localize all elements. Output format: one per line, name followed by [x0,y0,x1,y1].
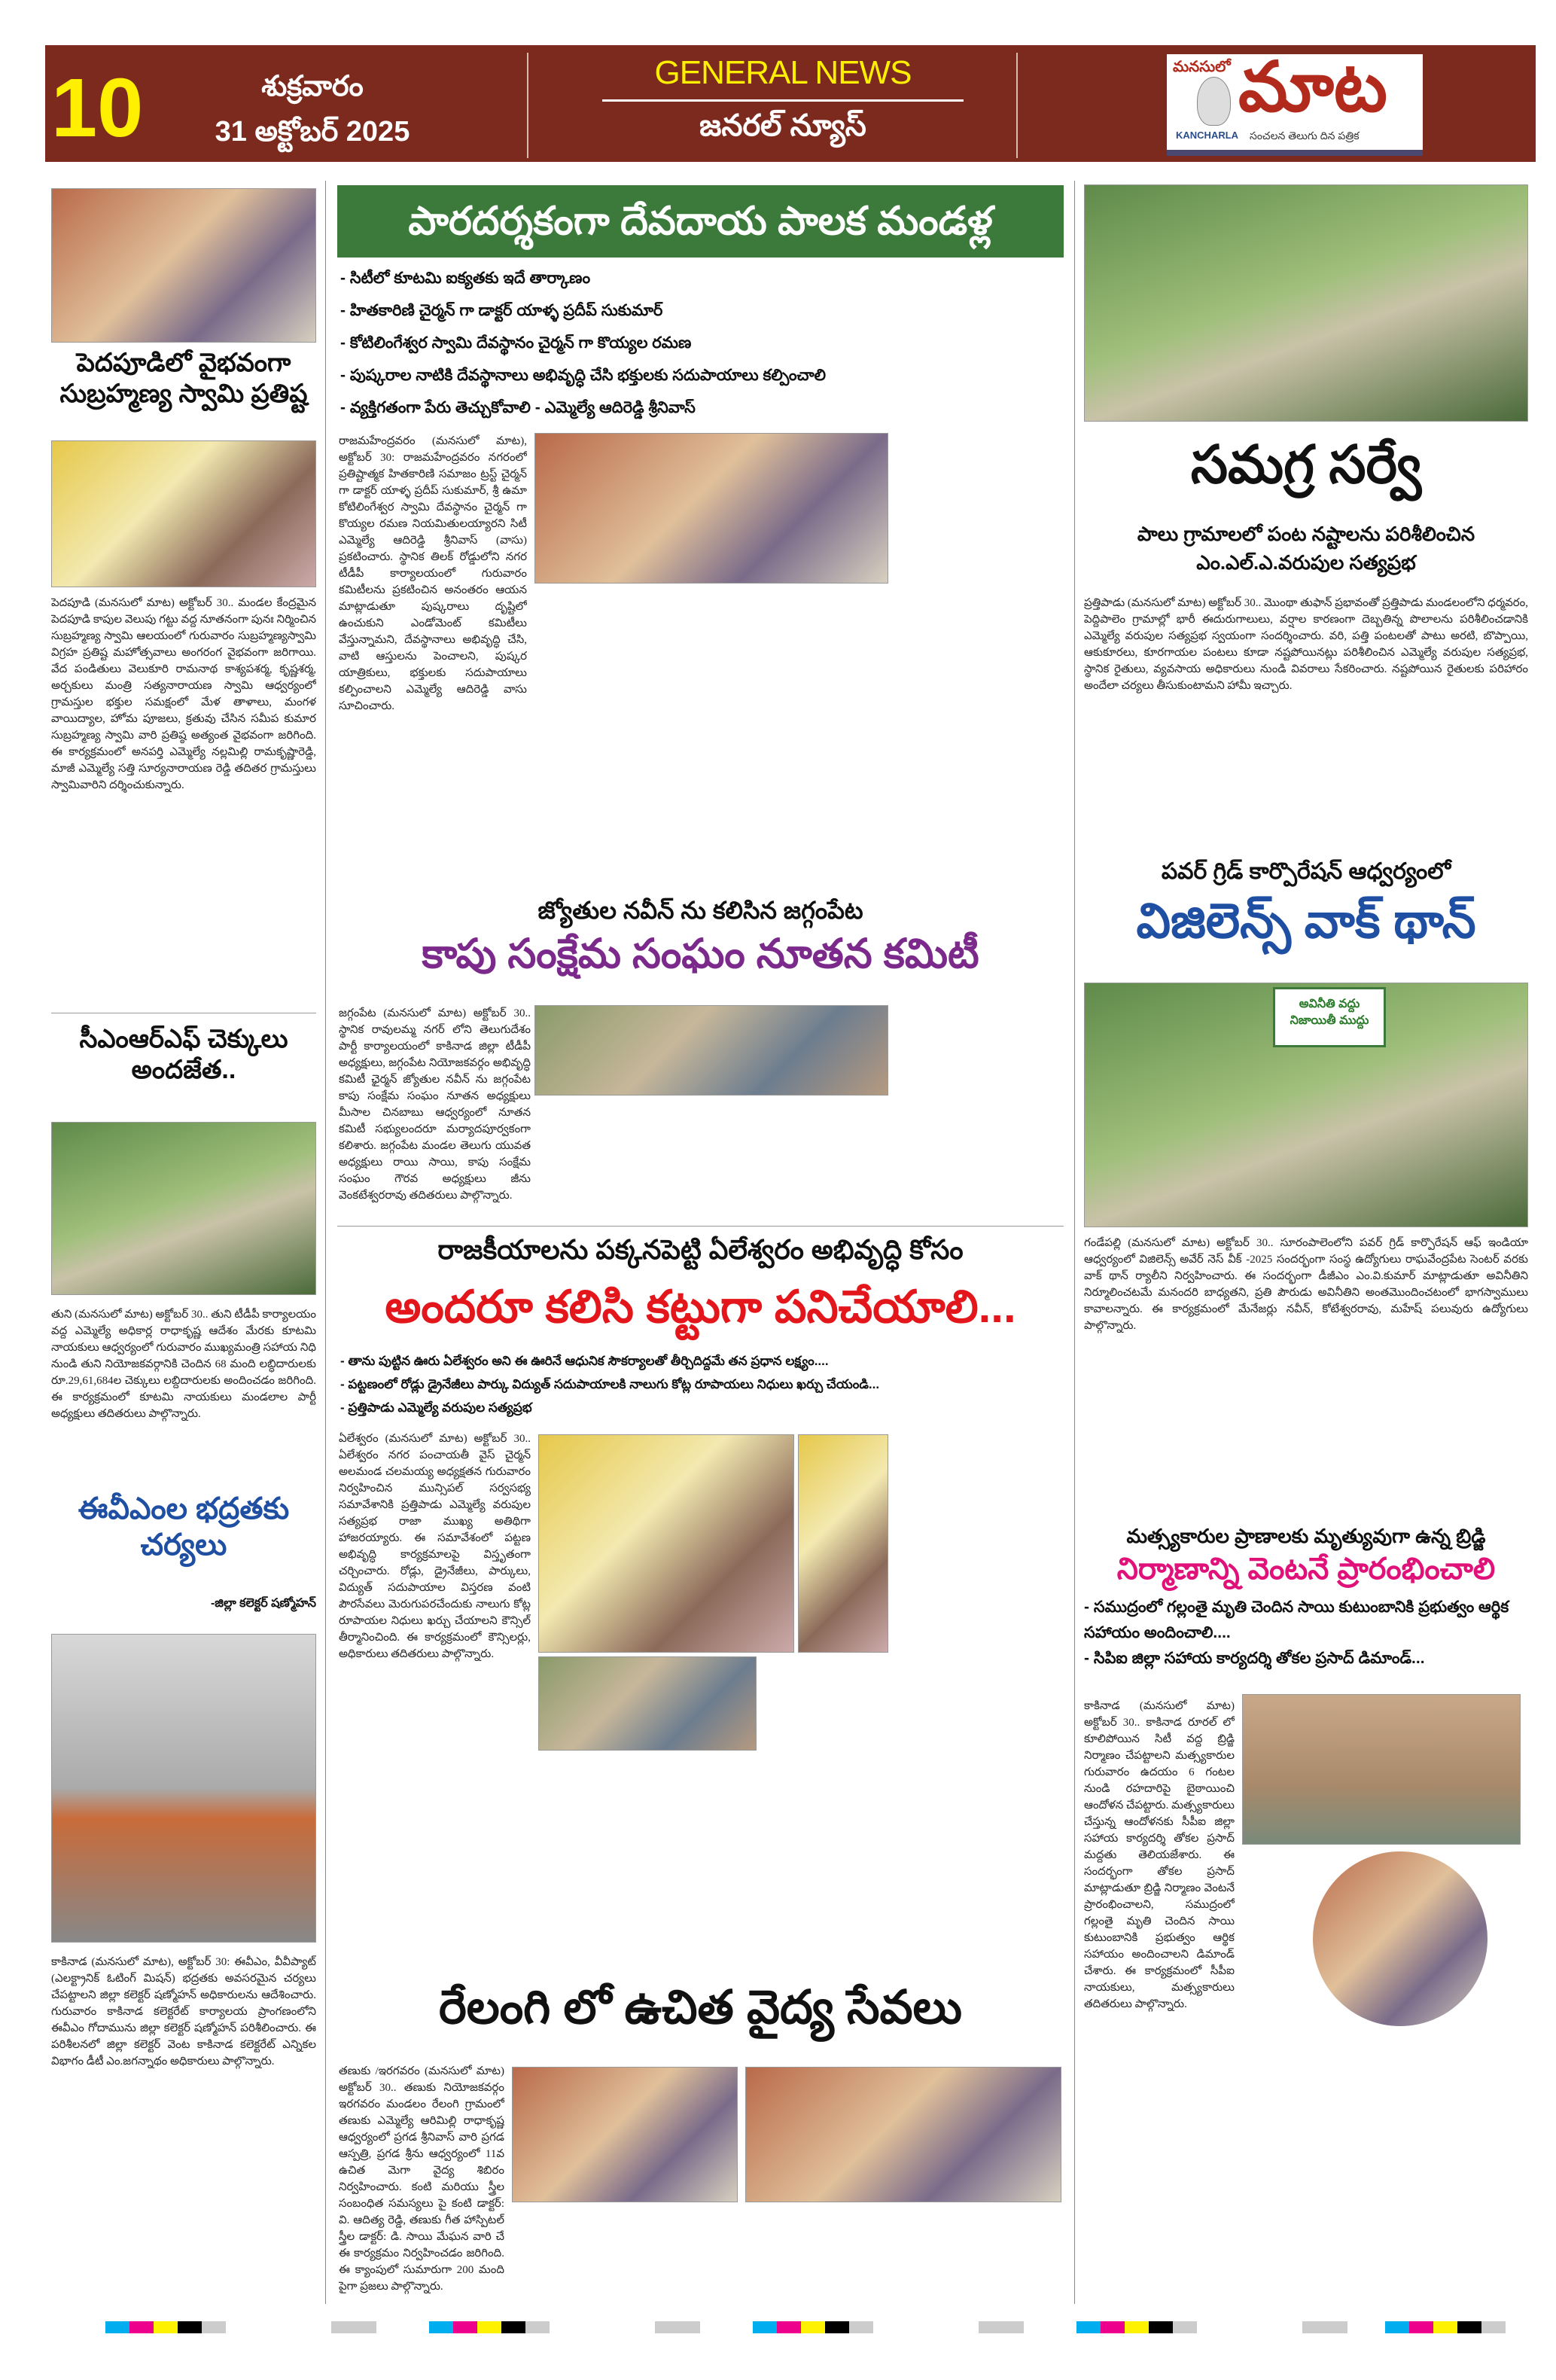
article-body: ఏలేశ్వరం (మనసులో మాట) అక్టోబర్ 30.. ఏలేశ్వరం నగర పంచాయతీ వైస్ చైర్మన్ అలమండ చలమయ్య అధ్యక్షతన గురువారం నిర్వహించిన మున్సిపల్ సర్వసభ్య సమావేశానికి ప్రత్తిపాడు ఎమ్మెల్యే వరుపుల సత్యప్రభ రాజా ముఖ్య అతిథిగా హాజరయ్యారు. ఈ సమావేశంలో పట్టణ అభివృద్ధి కార్యక్రమాలపై విస్తృతంగా చర్చించారు. రోడ్లు, డ్రైనేజీలు, పార్కులు, విద్యుత్ సదుపాయాల విస్తరణ వంటి పౌరసేవలు మెరుగుపరచేందుకు నాలుగు కోట్ల రూపాయల నిధులు ఖర్చు చేయాలని కౌన్సిల్ తీర్మానించింది. ఈ కార్యక్రమంలో కౌన్సిలర్లు, అధికారులు తదితరులు పాల్గొన్నారు. [339,1433,531,1660]
crop-inspection-photo [1084,184,1528,422]
felicitation-photo [538,1656,757,1751]
column-divider [325,181,326,2304]
article-body: కాకినాడ (మనసులో మాట), అక్టోబర్ 30: ఈవీఎం, వీవీప్యాట్ (ఎలక్ట్రానిక్ ఓటింగ్ మిషన్) భద్రతకు అవసరమైన చర్యలు చేపట్టాలని జిల్లా కలెక్టర్ షణ్మోహన్ అధికారులను ఆదేశించారు. గురువారం కాకినాడ కలెక్టరేట్ కార్యాలయ ప్రాంగణంలోని ఈవీఎం గోదామును జిల్లా కలెక్టర్ షణ్మోహన్ పరిశీలించారు. ఈ పరిశీలనలో జిల్లా కలెక్టర్ వెంట కాకినాడ కలెక్టరేట్ ఎన్నికల విభాగం డీటీ ఎం.జగన్నాథం అధికారులు పాల్గొన్నారు. [51,1956,316,2068]
walkathon-photo [1084,983,1528,1227]
article-body: తుని (మనసులో మాట) అక్టోబర్ 30.. తుని టీడీపీ కార్యాలయం వద్ద ఎమ్మెల్యే అధికార్ల రాధాకృష్ణ ఆదేశం మేరకు కూటమి నాయకులు ఆధ్వర్యంలో గురువారం ముఖ్యమంత్రి సహాయ నిధి నుండి తుని నియోజకవర్గానికి చెందిన 68 మంది లబ్ధిదారులకు రూ.29,61,684ల చెక్కులు లబ్దిదారులకు అందించడం జరిగింది. ఈ కార్యక్రమంలో కూటమి నాయకులు మండలాల పార్టీ అధ్యక్షులు తదితరులు పాల్గొన్నారు. [51,1309,316,1420]
headline-bridge: నిర్మాణాన్ని వెంటనే ప్రారంభించాలి [1116,1553,1496,1586]
portrait-icon [1197,77,1231,126]
article-body: గండేపల్లి (మనసులో మాట) అక్టోబర్ 30.. సూరంపాలెంలోని పవర్ గ్రిడ్ కార్పొరేషన్ ఆఫ్ ఇండియా ఆధ్వర్యంలో విజిలెన్స్ అవేర్ నెస్ వీక్ -2025 సందర్భంగా సంస్థ ఉద్యోగులు రాఘవేంద్రపేట సెంటర్ వరకు వాక్ థాన్ ర్యాలీని నిర్వహించారు. ఈ సందర్భంగా డీజీఎం ఎం.వి.కుమార్ మాట్లాడుతూ అవినీతిని నిర్మూలించటమే మనందరి బాధ్యతని, ప్రతి పౌరుడు అవినీతిని అంతమొందించటంలో భాగస్వాములు కావాలన్నారు. ఈ కార్యక్రమంలో మేనేజర్లు నవీన్, కోటేశ్వరరావు, మహేష్ పలువురు ఉద్యోగులు పాల్గొన్నారు. [1084,1237,1528,1332]
headline-temple-committees: పారదర్శకంగా దేవదాయ పాలక మండళ్ల కమిటీలు [337,185,1064,258]
municipal-meeting-photo [798,1434,888,1653]
bullet-item: - పట్టణంలో రోడ్లు డ్రైనేజీలు పార్కు విద్యుత్ సదుపాయాలకి నాలుగు కోట్ల రూపాయలు నిధులు ఖర్చు చేయండి... [340,1377,880,1391]
bullet-item: - సిపిఐ జిల్లా సహాయ కార్యదర్శి తోకల ప్రసాద్ డిమాండ్... [1084,1650,1425,1667]
medical-camp-photo [745,2067,1061,2202]
headline-free-medical: రేలంగి లో ఉచిత వైద్య సేవలు [438,1982,963,2034]
column-divider [1074,181,1075,2304]
headline-pedapudi: పెదపూడిలో వైభవంగా సుబ్రహ్మణ్య స్వామి ప్రతిష్ట [59,349,308,408]
article-body: ప్రత్తిపాడు (మనసులో మాట) అక్టోబర్ 30.. మొంథా తుఫాన్ ప్రభావంతో ప్రత్తిపాడు మండలంలోని ధర్మవరం, పెద్దిపాలెం గ్రామాల్లో భారీ ఈదురుగాలులు, వర్షాల కారణంగా దెబ్బతిన్న పొలాలను పరిశీలించడానికి ఎమ్మెల్యే వరుపుల సత్యప్రభ స్వయంగా సందర్శించారు. వరి, పత్తి పంటలతో పాటు అరటి, బొప్పాయి, ఆకుకూరలు, కూరగాయల పంటలు కూడా నష్టపోయినట్లు పరిశీలించిన ఎమ్మెల్యే వరుపుల సత్యప్రభ, స్థానిక రైతులు, వ్యవసాయ అధికారులు నుండి వివరాలు సేకరించారు. నష్టపోయిన రైతులకు పరిహారం అందేలా చర్యలు తీసుకుంటామని హామీ ఇచ్చారు. [1084,597,1528,692]
evm-godown-photo [51,1634,316,1943]
logo-brand: KANCHARLA [1176,130,1239,141]
bullet-item: - హితకారిణి చైర్మన్ గా డాక్టర్ యాళ్ళ ప్రదీప్ సుకుమార్ [340,302,663,319]
article-body: జగ్గంపేట (మనసులో మాట) అక్టోబర్ 30.. స్థానిక రావులమ్మ నగర్ లోని తెలుగుదేశం పార్టీ కార్యాలయంలో కాకినాడ జిల్లా టీడీపీ అధ్యక్షులు, జగ్గంపేట నియోజకవర్గం అభివృద్ధి కమిటీ ఛైర్మన్ జ్యోతుల నవీన్ ను జగ్గంపేట కాపు సంక్షేమ సంఘం నూతన అధ్యక్షులు మీసాల చినబాబు ఆధ్వర్యంలో నూతన కమిటీ సభ్యులందరూ మర్యాదపూర్వకంగా కలిశారు. జగ్గంపేట మండల తెలుగు యువత అధ్యక్షులు రాయి సాయి, కాపు సంక్షేమ సంఘం గౌరవ అధ్యక్షులు జీను వెంకటేశ్వరరావు తదితరులు పాల్గొన్నారు. [339,1007,531,1202]
bullet-item: - పుష్కరాల నాటికి దేవస్థానాలు అభివృద్ధి చేసి భక్తులకు సదుపాయాలు కల్పించాలి [340,367,827,384]
bullet-item: - తాను పుట్టిన ఊరు ఏలేశ్వరం అని ఈ ఊరినే ఆధునిక సౌకర్యాలతో తీర్చిదిద్దమే తన ప్రధాన లక్ష్యం.... [340,1354,829,1368]
subhead-survey: పాలు గ్రామాలలో పంట నష్టాలను పరిశీలించిన ఎం.ఎల్.ఎ.వరుపుల సత్యప్రభ [1137,523,1475,574]
bullet-list [340,1349,1063,1419]
bullet-item: - ప్రత్తిపాడు ఎమ్మెల్యే వరుపుల సత్యప్రభ [340,1400,532,1415]
logo-tagline: సంచలన తెలుగు దిన పత్రిక [1250,130,1360,142]
logo-tagline-top: మనసులో [1173,59,1231,75]
kicker-kapu: జ్యోతుల నవీన్ ను కలిసిన జగ్గంపేట [537,897,863,924]
issue-date [203,64,422,154]
kapu-meeting-photo [534,1005,888,1096]
divider [602,99,964,102]
bullet-item: - సిటీలో కూటమి ఐక్యతకు ఇదే తార్కాణం [340,270,591,287]
headline-cmrf: సీఎంఆర్ఎఫ్ చెక్కులు అందజేత.. [79,1025,288,1084]
medical-camp-photo [512,2067,738,2202]
section-title-en: GENERAL NEWS [654,54,912,91]
headline-evm: ఈవీఎంల భద్రతకు చర్యలు [78,1492,290,1562]
banner-placard: అవినీతి వద్దు నిజాయితీ ముద్దు [1273,987,1386,1047]
bullet-list [1084,1595,1528,1671]
byline: -జిల్లా కలెక్టర్ షణ్మోహన్ [210,1597,316,1610]
committee-group-photo [534,433,888,584]
article-body: కాకినాడ (మనసులో మాట) అక్టోబర్ 30.. కాకినాడ రూరల్ లో కూలిపోయిన సిటీ వద్ద బ్రిడ్జి నిర్మాణం చేపట్టాలని మత్స్యకారుల గురువారం ఉదయం 6 గంటల నుండి రహదారిపై బైఠాయించి ఆందోళన చేపట్టారు. మత్స్యకారులు చేస్తున్న ఆందోళనకు సీపీఐ జిల్లా సహాయ కార్యదర్శి తోకల ప్రసాద్ మద్దతు తెలియజేశారు. ఈ సందర్భంగా తోకల ప్రసాద్ మాట్లాడుతూ బ్రిడ్జి నిర్మాణం వెంటనే ప్రారంభించాలని, సముద్రంలో గల్లంతై మృతి చెందిన సాయి కుటుంబానికి ప్రభుత్వం ఆర్థిక సహాయం అందించాలని డిమాండ్ చేశారు. ఈ కార్యక్రమంలో సీపీఐ నాయకులు, మత్స్యకారులు తదితరులు పాల్గొన్నారు. [1084,1700,1235,2010]
temple-crowd-photo [51,440,316,587]
bullet-item: - వ్యక్తిగతంగా పేరు తెచ్చుకోవాలి - ఎమ్మెల్యే ఆదిరెడ్డి శ్రీనివాస్ [340,399,696,416]
issue-day: శుక్రవారం [261,71,364,102]
section-title-te: జనరల్ న్యూస్ [699,109,866,142]
section-title [580,54,986,151]
article-body: తణుకు /ఇరగవరం (మనసులో మాట) అక్టోబర్ 30.. తణుకు నియోజకవర్గం ఇరగవరం మండలం రేలంగి గ్రామంలో తణుకు ఎమ్మెల్యే ఆరిమిల్లి రాధాకృష్ణ ఆధ్వర్యంలో ప్రగడ శ్రీనివాస్ వారి ప్రగడ ఆస్పత్రి, ప్రగడ శ్రీను ఆధ్వర్యంలో 11వ ఉచిత మెగా వైద్య శిబిరం నిర్వహించారు. కంటి మరియు స్త్రీల సంబంధిత సమస్యలు పై కంటి డాక్టర్: వి. ఆదిత్య రెడ్డి, తణుకు గీత హాస్పిటల్ స్త్రీల డాక్టర్: డి. సాయి మేఘన వారి చే ఈ కార్యక్రమం నిర్వహించడం జరిగింది. ఈ క్యాంపులో సుమారుగా 200 మంది పైగా ప్రజలు పాల్గొన్నారు. [339,2065,504,2293]
divider [1016,53,1018,158]
issue-date-text: 31 అక్టోబర్ 2025 [215,116,410,148]
cheque-distribution-photo [51,1122,316,1295]
kicker-yeleswaram: రాజకీయాలను పక్కనపెట్టి ఏలేశ్వరం అభివృద్ధి కోసం [437,1234,964,1265]
page-number: 10 [51,62,144,154]
temple-ceremony-photo [51,188,316,343]
headline-kapu-committee: కాపు సంక్షేమ సంఘం నూతన కమిటీ [422,931,979,977]
divider [337,1226,1064,1227]
headline-vigilance-walkathon: విజిలెన్స్ వాక్ థాన్ [1136,894,1476,948]
bullet-list [340,262,1063,424]
article-body: పెదపూడి (మనసులో మాట) అక్టోబర్ 30.. మండల కేంద్రమైన పెదపూడి కాపుల వెలుపు గట్టు వద్ద నూతనంగా పునః నిర్మించిన సుబ్రహ్మణ్య స్వామి ఆలయంలో గురువారం సుబ్రహ్మణ్యస్వామి విగ్రహ ప్రతిష్ట మహోత్సవాలు అంగరంగ వైభవంగా జరిగాయి. వేద పండితులు వెలుకూరి రామనాథ కాశ్యపశర్మ, కృష్ణశర్మ, అర్చకులు మంత్రి సత్యనారాయణ స్వామి ఆధ్వర్యంలో గ్రామస్తుల భక్తుల సమక్షంలో మేళ తాళాలు, మంగళ వాయిద్యాల, హోమ పూజలు, క్రతువు చేసిన సమీప కుమార సుబ్రహ్మణ్య స్వామి వారి ప్రతిష్ఠ అత్యంత వైభవంగా జరిగింది. ఈ కార్యక్రమంలో అనపర్తి ఎమ్మెల్యే నల్లమిల్లి రామకృష్ణారెడ్డి, మాజీ ఎమ్మెల్యే సత్తి సూర్యనారాయణ రెడ్డి తదితర గ్రామస్తులు స్వామివారిని దర్శించుకున్నారు. [51,597,316,791]
divider [527,53,528,158]
masthead [45,45,1536,162]
bullet-item: - సముద్రంలో గల్లంతై మృతి చెందిన సాయి కుటుంబానికి ప్రభుత్వం ఆర్థిక సహాయం అందించాలి.... [1084,1598,1509,1641]
kicker-powergrid: పవర్ గ్రిడ్ కార్పొరేషన్ ఆధ్వర్యంలో [1161,859,1451,884]
print-color-bars [45,2315,1536,2338]
collapsed-bridge-photo [1242,1694,1521,1845]
headline-survey: సమగ్ర సర్వే [1190,435,1422,494]
headline-work-together: అందరూ కలిసి కట్టుగా పనిచేయాలి... [385,1281,1016,1332]
logo-title: మాట [1238,49,1387,126]
kicker-bridge: మత్స్యకారుల ప్రాణాలకు మృత్యువుగా ఉన్న బ్రిడ్జి [1126,1525,1486,1547]
protest-inset-photo [1310,1848,1491,2029]
newspaper-logo [1167,49,1423,156]
article-body: రాజమహేంద్రవరం (మనసులో మాట), అక్టోబర్ 30: రాజమహేంద్రవరం నగరంలో ప్రతిష్టాత్మక హితకారిణి సమాజం ట్రస్ట్ చైర్మన్ గా డాక్టర్ యాళ్ళ ప్రదీప్ సుకుమార్, శ్రీ ఉమా కోటిలింగేశ్వర స్వామి దేవస్థానం చైర్మన్ గా కొయ్యల రమణ నియమితులయ్యారని సిటీ ఎమ్మెల్యే ఆదిరెడ్డి శ్రీనివాస్ (వాసు) ప్రకటించారు. స్థానిక తిలక్ రోడ్డులోని నగర టీడీపీ కార్యాలయంలో గురువారం కమిటీలను ప్రకటించిన అనంతరం ఆయన మాట్లాడుతూ పుష్కరాలు దృష్టిలో ఉంచుకుని ఎండోమెంట్ కమిటీలు వేస్తున్నామని, దేవస్థానాలు అభివృద్ధి చేసి, వాటి ఆస్తులను పెంచాలని, పుష్కర యాత్రికులు, భక్తులకు సదుపాయాలు కల్పించాలని ఎమ్మెల్యే ఆదిరెడ్డి వాసు సూచించారు. [339,435,527,712]
bullet-item: - కోటిలింగేశ్వర స్వామి దేవస్థానం చైర్మన్ గా కొయ్యల రమణ [340,334,692,352]
municipal-meeting-photo [538,1434,794,1653]
